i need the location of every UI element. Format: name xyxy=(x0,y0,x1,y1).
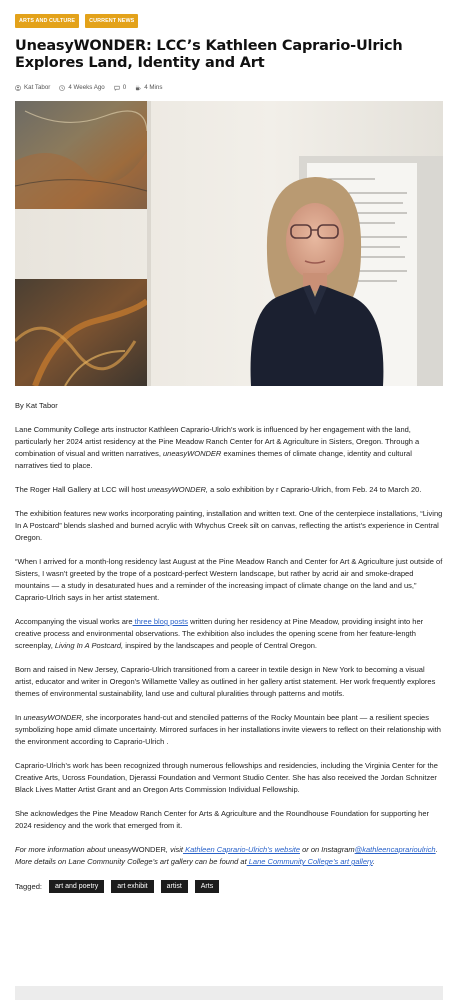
p5-text-c: inspired by the landscapes and people of Central Oregon. xyxy=(123,641,318,650)
category-current-news[interactable]: CURRENT NEWS xyxy=(85,14,138,28)
p10-text-c: or on Instagram xyxy=(300,845,355,854)
blog-posts-link[interactable]: three blog posts xyxy=(132,617,189,626)
instagram-link[interactable]: @kathleencaprarioulrich xyxy=(354,845,436,854)
art-gallery-link[interactable]: Lane Community College’s art gallery xyxy=(246,857,373,866)
artist-website-link[interactable]: Kathleen Caprario-Ulrich’s website xyxy=(183,845,300,854)
paragraph-1 xyxy=(15,424,443,472)
p1-emphasis: uneasyWONDER xyxy=(163,449,222,458)
p1-text-a: Lane Community College arts instructor Kathleen Caprario-Ulrich’s work is influenced by her engagement with the land, particularly her 2024 artist residency at the Pine Meadow Ranch Center for Art & Agriculture in Sisters, Oregon. Through a combination of visual and written narratives, xyxy=(15,425,420,458)
tag-artist[interactable]: artist xyxy=(161,880,188,893)
meta-author[interactable] xyxy=(15,84,50,91)
category-list xyxy=(15,14,443,28)
p7-text-a: In xyxy=(15,713,24,722)
paragraph-10 xyxy=(15,844,443,868)
p10-text-b: , visit xyxy=(165,845,183,854)
p1-text-b: examines themes of climate change, identity and cultural narratives tied to place. xyxy=(15,449,412,470)
comment-icon xyxy=(114,85,120,91)
byline: By Kat Tabor xyxy=(15,401,58,410)
p10-text-a: For more information about xyxy=(15,845,108,854)
p5-text-a: Accompanying the visual works are xyxy=(15,617,133,626)
paragraph-7 xyxy=(15,712,443,748)
meta-author-name: Kat Tabor xyxy=(24,84,51,91)
p7-text-b: she incorporates hand-cut and stenciled patterns of the Rocky Mountain bee plant — a resilient species symbolizing hope amid climate uncertainty. Mirrored surfaces in her installations invite viewers to reflect on their relationship with the environment according to Caprario-Ulrich . xyxy=(15,713,441,746)
paragraph-2 xyxy=(15,484,443,496)
p5-emphasis: Living In A Postcard, xyxy=(54,641,124,650)
paragraph-8: Caprario-Ulrich’s work has been recognized through numerous fellowships and residencies, including the Virginia Center for the Creative Arts, Ucross Foundation, Djerassi Foundation and Vermont Studio Center. She has also received the Jordan Schnitzer Black Lives Matter Artist Grant and an Oregon Arts Commission Individual Fellowship. xyxy=(15,761,438,794)
paragraph-5 xyxy=(15,616,443,652)
tag-art-and-poetry[interactable]: art and poetry xyxy=(49,880,104,893)
p10-text-d: . More details on Lane Community College’s art gallery can be found at xyxy=(15,845,438,866)
clock-icon xyxy=(59,85,65,91)
meta-date-text: 4 Weeks Ago xyxy=(68,84,105,91)
tags-label: Tagged: xyxy=(15,882,43,891)
paragraph-4: “When I arrived for a month-long residency last August at the Pine Meadow Ranch and Center for Art & Agriculture just outside of Sisters, I wasn’t greeted by the trope of a postcard-perfect Western landscape, but rather by acrid air and smoke-draped mountains — a study in desaturated hues and a reminder of the increasing impact of climate change on the land and us,” Caprario-Ulrich says in her artist statement. xyxy=(15,557,443,602)
p2-text-a: The Roger Hall Gallery at LCC will host xyxy=(15,485,148,494)
meta-comments-count: 0 xyxy=(122,84,127,91)
tag-arts[interactable]: Arts xyxy=(195,880,219,893)
meta-comments[interactable] xyxy=(114,84,126,91)
author-box-edge xyxy=(15,986,443,1000)
tag-list xyxy=(15,880,443,893)
tag-art-exhibit[interactable]: art exhibit xyxy=(111,880,153,893)
p10-plain: uneasyWONDER xyxy=(107,845,166,854)
article-body xyxy=(15,400,443,868)
p10-text-e: . xyxy=(372,857,375,866)
meta-date xyxy=(59,84,104,91)
p5-text-b: written during her residency at Pine Meadow, providing insight into her creative process and environmental observations. The exhibition also includes the opening scene from her feature-length screenplay, xyxy=(15,617,424,650)
featured-photo-illustration xyxy=(15,101,443,386)
meta-read-time xyxy=(135,84,162,91)
article xyxy=(15,14,443,893)
p2-emphasis: uneasyWONDER, xyxy=(147,485,208,494)
p2-text-b: a solo exhibition by r Caprario-Ulrich, from Feb. 24 to March 20. xyxy=(207,485,422,494)
coffee-cup-icon xyxy=(135,85,141,91)
paragraph-6: Born and raised in New Jersey, Caprario-Ulrich transitioned from a career in textile design in New York to becoming a visual artist, educator and writer in Oregon’s Willamette Valley as outlined in her gallery artist statement. Her work frequently explores themes of environmental sustainability, land use and cultural pluralities through patterns and motifs. xyxy=(15,665,436,698)
meta-read-time-text: 4 Mins xyxy=(144,84,163,91)
featured-image xyxy=(15,101,443,386)
p7-emphasis: uneasyWONDER, xyxy=(23,713,84,722)
paragraph-9: She acknowledges the Pine Meadow Ranch Center for Arts & Agriculture and the Roundhouse Foundation for supporting her 2024 residency and the work that emerged from it. xyxy=(15,809,430,830)
article-meta xyxy=(15,84,443,91)
paragraph-3: The exhibition features new works incorporating painting, installation and written text. One of the centerpiece installations, “Living In A Postcard” blends slashed and burned acrylic with Whychus Creek silt on canvas, reflecting the artist’s experience in Central Oregon. xyxy=(15,509,443,542)
category-arts-and-culture[interactable]: ARTS AND CULTURE xyxy=(15,14,79,28)
article-title: UneasyWONDER: LCC’s Kathleen Caprario-Ulrich Explores Land, Identity and Art xyxy=(15,38,403,71)
user-icon xyxy=(15,85,21,91)
